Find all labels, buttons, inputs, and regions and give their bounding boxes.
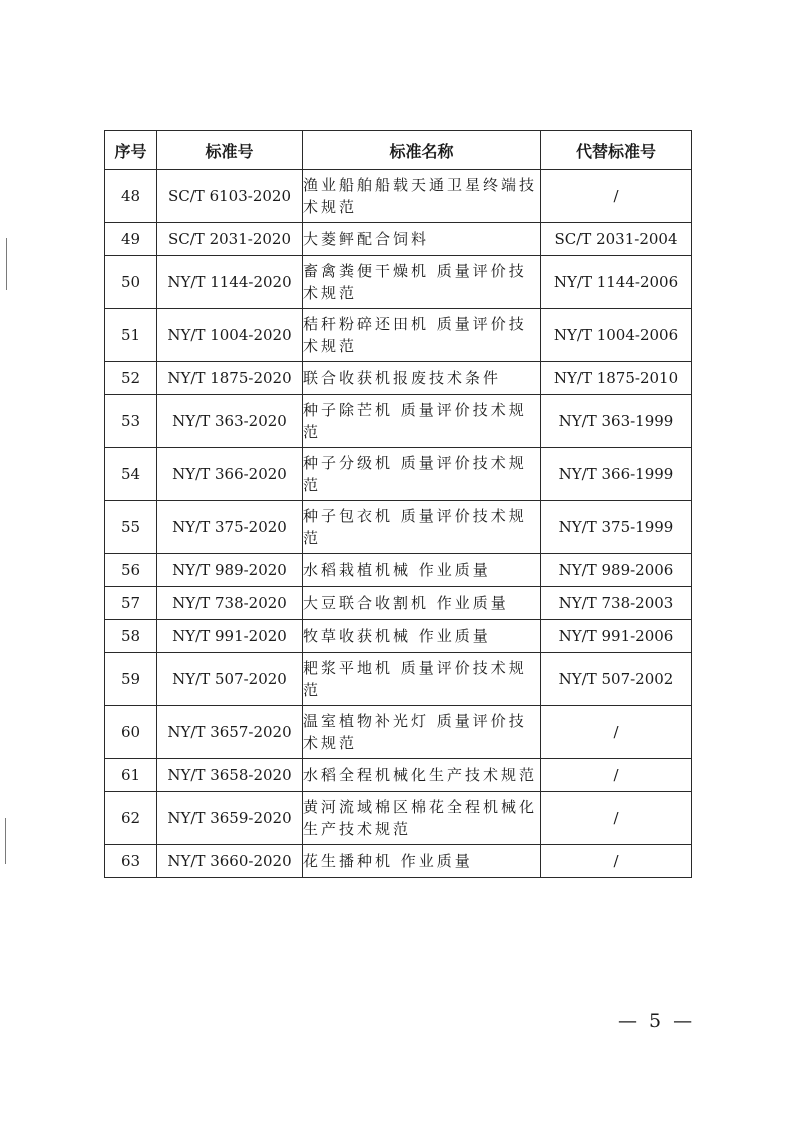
- row-serial-no: 48: [105, 170, 157, 223]
- row-standard-code: NY/T 1875-2020: [157, 362, 303, 395]
- row-serial-no: 61: [105, 759, 157, 792]
- row-standard-name: 种子包衣机 质量评价技术规范: [303, 501, 541, 554]
- row-serial-no: 60: [105, 706, 157, 759]
- row-replaced-standard: NY/T 991-2006: [541, 620, 692, 653]
- row-standard-name: 水稻栽植机械 作业质量: [303, 554, 541, 587]
- table-row: [105, 256, 692, 309]
- table-row: [105, 223, 692, 256]
- row-replaced-standard: NY/T 989-2006: [541, 554, 692, 587]
- row-serial-no: 63: [105, 845, 157, 878]
- table-row: [105, 170, 692, 223]
- row-standard-code: NY/T 3660-2020: [157, 845, 303, 878]
- scan-artifact-mark: [6, 238, 7, 290]
- row-standard-name: 联合收获机报废技术条件: [303, 362, 541, 395]
- table-row: [105, 501, 692, 554]
- row-standard-code: NY/T 3658-2020: [157, 759, 303, 792]
- standards-table: [104, 130, 692, 878]
- row-serial-no: 55: [105, 501, 157, 554]
- table-row: [105, 395, 692, 448]
- row-standard-name: 耙浆平地机 质量评价技术规范: [303, 653, 541, 706]
- row-standard-code: NY/T 507-2020: [157, 653, 303, 706]
- row-standard-code: NY/T 1144-2020: [157, 256, 303, 309]
- row-replaced-standard: /: [541, 759, 692, 792]
- row-standard-name: 大豆联合收割机 作业质量: [303, 587, 541, 620]
- row-serial-no: 62: [105, 792, 157, 845]
- row-standard-code: NY/T 991-2020: [157, 620, 303, 653]
- row-replaced-standard: NY/T 507-2002: [541, 653, 692, 706]
- header-serial-no: 序号: [105, 131, 157, 170]
- row-replaced-standard: NY/T 375-1999: [541, 501, 692, 554]
- row-replaced-standard: NY/T 363-1999: [541, 395, 692, 448]
- table-row: [105, 706, 692, 759]
- row-replaced-standard: NY/T 738-2003: [541, 587, 692, 620]
- scan-artifact-mark: [5, 818, 6, 864]
- row-standard-name: 种子除芒机 质量评价技术规范: [303, 395, 541, 448]
- table-row: [105, 845, 692, 878]
- row-serial-no: 51: [105, 309, 157, 362]
- table-row: [105, 587, 692, 620]
- row-standard-name: 大菱鲆配合饲料: [303, 223, 541, 256]
- row-standard-code: NY/T 366-2020: [157, 448, 303, 501]
- row-serial-no: 56: [105, 554, 157, 587]
- row-serial-no: 59: [105, 653, 157, 706]
- row-serial-no: 50: [105, 256, 157, 309]
- row-serial-no: 58: [105, 620, 157, 653]
- page-number: — 5 —: [618, 1010, 696, 1032]
- row-standard-name: 温室植物补光灯 质量评价技术规范: [303, 706, 541, 759]
- row-standard-name: 畜禽粪便干燥机 质量评价技术规范: [303, 256, 541, 309]
- row-standard-code: NY/T 3659-2020: [157, 792, 303, 845]
- row-standard-code: SC/T 6103-2020: [157, 170, 303, 223]
- header-replaced-standard: 代替标准号: [541, 131, 692, 170]
- row-standard-name: 黄河流域棉区棉花全程机械化生产技术规范: [303, 792, 541, 845]
- row-replaced-standard: /: [541, 170, 692, 223]
- row-standard-code: NY/T 1004-2020: [157, 309, 303, 362]
- row-standard-code: NY/T 363-2020: [157, 395, 303, 448]
- row-standard-code: NY/T 989-2020: [157, 554, 303, 587]
- row-serial-no: 57: [105, 587, 157, 620]
- row-replaced-standard: NY/T 366-1999: [541, 448, 692, 501]
- table-row: [105, 448, 692, 501]
- row-standard-name: 牧草收获机械 作业质量: [303, 620, 541, 653]
- table-row: [105, 309, 692, 362]
- table-row: [105, 620, 692, 653]
- row-replaced-standard: NY/T 1004-2006: [541, 309, 692, 362]
- row-serial-no: 53: [105, 395, 157, 448]
- table-row: [105, 759, 692, 792]
- row-replaced-standard: /: [541, 845, 692, 878]
- row-replaced-standard: /: [541, 792, 692, 845]
- table-row: [105, 362, 692, 395]
- table-row: [105, 792, 692, 845]
- row-standard-name: 花生播种机 作业质量: [303, 845, 541, 878]
- row-serial-no: 54: [105, 448, 157, 501]
- row-serial-no: 49: [105, 223, 157, 256]
- row-replaced-standard: SC/T 2031-2004: [541, 223, 692, 256]
- row-replaced-standard: NY/T 1875-2010: [541, 362, 692, 395]
- table-row: [105, 554, 692, 587]
- row-serial-no: 52: [105, 362, 157, 395]
- row-standard-code: SC/T 2031-2020: [157, 223, 303, 256]
- table-header-row: [105, 131, 692, 170]
- header-standard-name: 标准名称: [303, 131, 541, 170]
- row-standard-code: NY/T 738-2020: [157, 587, 303, 620]
- row-replaced-standard: /: [541, 706, 692, 759]
- header-standard-code: 标准号: [157, 131, 303, 170]
- row-standard-name: 种子分级机 质量评价技术规范: [303, 448, 541, 501]
- row-replaced-standard: NY/T 1144-2006: [541, 256, 692, 309]
- table-row: [105, 653, 692, 706]
- row-standard-name: 渔业船舶船载天通卫星终端技术规范: [303, 170, 541, 223]
- row-standard-name: 水稻全程机械化生产技术规范: [303, 759, 541, 792]
- row-standard-name: 秸秆粉碎还田机 质量评价技术规范: [303, 309, 541, 362]
- row-standard-code: NY/T 3657-2020: [157, 706, 303, 759]
- row-standard-code: NY/T 375-2020: [157, 501, 303, 554]
